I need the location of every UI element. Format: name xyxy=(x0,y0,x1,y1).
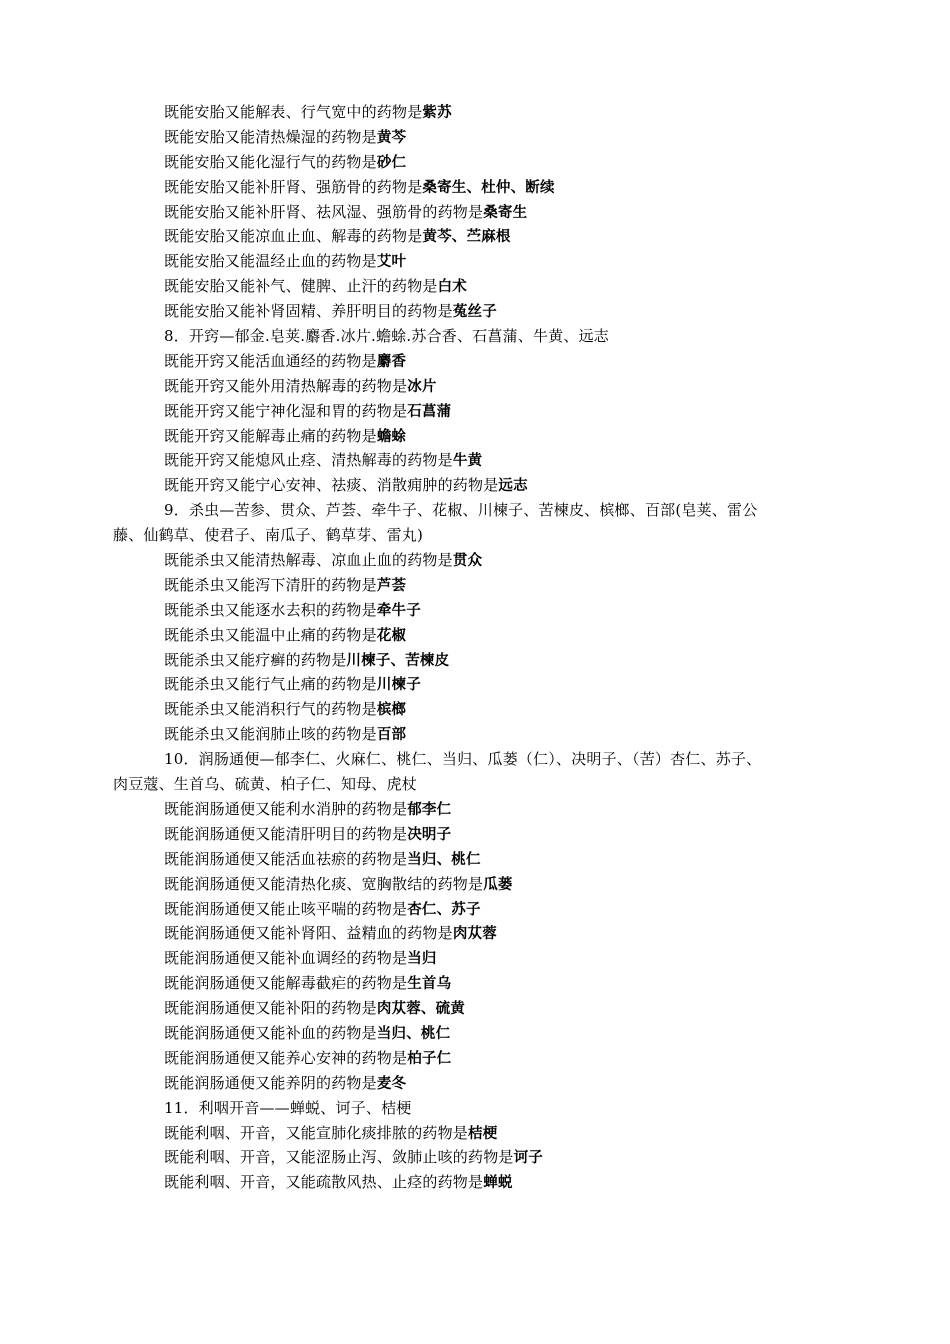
question-text: 既能利咽、开音，又能涩肠止泻、敛肺止咳的药物是 xyxy=(164,1148,514,1167)
answer-text: 蟾蜍 xyxy=(376,428,407,445)
answer-text: 当归 xyxy=(407,951,437,968)
question-text: 既能润肠通便又能补阳的药物是 xyxy=(164,999,377,1018)
answer-text: 百部 xyxy=(376,727,407,744)
answer-text: 冰片 xyxy=(407,378,437,395)
qa-line xyxy=(0,672,950,697)
qa-line xyxy=(0,573,950,598)
qa-line xyxy=(0,1145,950,1170)
question-text: 既能杀虫又能温中止痛的药物是 xyxy=(164,625,377,644)
answer-text: 牵牛子 xyxy=(376,602,421,619)
answer-text: 决明子 xyxy=(407,826,452,843)
qa-line xyxy=(0,1071,950,1096)
qa-line xyxy=(0,623,950,648)
qa-line xyxy=(0,971,950,996)
question-text: 既能杀虫又能清热解毒、凉血止血的药物是 xyxy=(164,551,453,570)
qa-line xyxy=(0,797,950,822)
question-text: 既能润肠通便又能解毒截疟的药物是 xyxy=(164,974,408,993)
answer-text: 远志 xyxy=(498,478,528,495)
qa-line xyxy=(0,125,950,150)
question-text: 既能安胎又能清热燥湿的药物是 xyxy=(164,127,377,146)
answer-text: 黄芩 xyxy=(376,129,407,146)
qa-line xyxy=(0,424,950,449)
question-text: 既能杀虫又能消积行气的药物是 xyxy=(164,700,377,719)
qa-line xyxy=(0,175,950,200)
question-text: 既能开窍又能外用清热解毒的药物是 xyxy=(164,376,408,395)
answer-text: 诃子 xyxy=(513,1150,544,1167)
qa-line xyxy=(0,1021,950,1046)
qa-line xyxy=(0,722,950,747)
answer-text: 白术 xyxy=(437,279,468,296)
question-text: 既能安胎又能补气、健脾、止汗的药物是 xyxy=(164,277,438,296)
section-heading: 11．利咽开音——蝉蜕、诃子、桔梗 xyxy=(164,1098,412,1117)
answer-text: 郁李仁 xyxy=(407,801,452,818)
question-text: 既能开窍又能宁神化湿和胃的药物是 xyxy=(164,401,408,420)
question-text: 既能润肠通便又能利水消肿的药物是 xyxy=(164,799,408,818)
question-text: 既能安胎又能补肝肾、强筋骨的药物是 xyxy=(164,177,423,196)
question-text: 既能安胎又能补肝肾、祛风湿、强筋骨的药物是 xyxy=(164,202,484,221)
question-text: 既能安胎又能温经止血的药物是 xyxy=(164,252,377,271)
qa-line xyxy=(0,473,950,498)
qa-line xyxy=(0,648,950,673)
answer-text: 肉苁蓉、硫黄 xyxy=(376,1001,466,1018)
qa-line xyxy=(0,374,950,399)
answer-text: 花椒 xyxy=(376,627,407,644)
question-text: 既能杀虫又能泻下清肝的药物是 xyxy=(164,575,377,594)
question-text: 既能开窍又能宁心安神、祛痰、消散痈肿的药物是 xyxy=(164,476,499,495)
answer-text: 牛黄 xyxy=(452,453,483,470)
answer-text: 桑寄生、杜仲、断续 xyxy=(422,179,555,196)
question-text: 既能安胎又能化湿行气的药物是 xyxy=(164,152,377,171)
qa-line xyxy=(0,399,950,424)
section-heading-continuation: 藤、仙鹤草、使君子、南瓜子、鹤草芽、雷丸) xyxy=(113,526,424,545)
question-text: 既能杀虫又能逐水去积的药物是 xyxy=(164,600,377,619)
qa-line xyxy=(0,150,950,175)
question-text: 既能利咽、开音，又能疏散风热、止痉的药物是 xyxy=(164,1173,484,1192)
question-text: 既能润肠通便又能补血调经的药物是 xyxy=(164,949,408,968)
answer-text: 生首乌 xyxy=(407,976,452,993)
qa-line xyxy=(0,249,950,274)
answer-text: 瓜蒌 xyxy=(483,876,513,893)
section-heading: 9．杀虫—苦参、贯众、芦荟、牵牛子、花椒、川楝子、苦楝皮、槟榔、百部(皂荚、雷公 xyxy=(164,501,758,520)
question-text: 既能润肠通便又能止咳平喘的药物是 xyxy=(164,899,408,918)
answer-text: 贯众 xyxy=(452,553,483,570)
qa-line xyxy=(0,822,950,847)
answer-text: 当归、桃仁 xyxy=(407,851,481,868)
answer-text: 肉苁蓉 xyxy=(452,926,497,943)
qa-line xyxy=(0,299,950,324)
answer-text: 桔梗 xyxy=(468,1125,498,1142)
answer-text: 石菖蒲 xyxy=(407,403,452,420)
answer-text: 麦冬 xyxy=(376,1075,407,1092)
section-heading: 8．开窍—郁金.皂荚.麝香.冰片.蟾蜍.苏合香、石菖蒲、牛黄、远志 xyxy=(164,327,609,346)
question-text: 既能杀虫又能疗癣的药物是 xyxy=(164,650,347,669)
qa-line xyxy=(0,1046,950,1071)
qa-line xyxy=(0,1170,950,1195)
section-heading-continuation: 肉豆蔻、生首乌、硫黄、柏子仁、知母、虎杖 xyxy=(113,775,418,794)
qa-line xyxy=(0,872,950,897)
answer-text: 桑寄生 xyxy=(483,204,528,221)
qa-line xyxy=(0,697,950,722)
answer-text: 艾叶 xyxy=(376,254,407,271)
answer-text: 川楝子、苦楝皮 xyxy=(346,652,450,669)
answer-text: 蝉蜕 xyxy=(483,1175,513,1192)
answer-text: 黄芩、苎麻根 xyxy=(422,229,511,246)
answer-text: 当归、桃仁 xyxy=(376,1025,451,1042)
answer-text: 杏仁、苏子 xyxy=(407,901,481,918)
answer-text: 柏子仁 xyxy=(407,1050,452,1067)
answer-text: 川楝子 xyxy=(376,677,421,694)
question-text: 既能杀虫又能润肺止咳的药物是 xyxy=(164,725,377,744)
answer-text: 芦荟 xyxy=(376,577,407,594)
question-text: 既能开窍又能熄风止痉、清热解毒的药物是 xyxy=(164,451,453,470)
qa-line xyxy=(0,548,950,573)
question-text: 既能润肠通便又能补血的药物是 xyxy=(164,1023,377,1042)
qa-line xyxy=(0,897,950,922)
question-text: 既能润肠通便又能养心安神的药物是 xyxy=(164,1048,408,1067)
question-text: 既能润肠通便又能补肾阳、益精血的药物是 xyxy=(164,924,453,943)
qa-line xyxy=(0,200,950,225)
qa-line xyxy=(0,946,950,971)
question-text: 既能利咽、开音，又能宣肺化痰排脓的药物是 xyxy=(164,1123,469,1142)
question-text: 既能开窍又能解毒止痛的药物是 xyxy=(164,426,377,445)
answer-text: 紫苏 xyxy=(422,105,452,121)
question-text: 既能润肠通便又能清热化痰、宽胸散结的药物是 xyxy=(164,874,484,893)
qa-line xyxy=(0,921,950,946)
document-body xyxy=(0,100,950,1195)
qa-line xyxy=(0,100,950,125)
qa-line xyxy=(0,1121,950,1146)
qa-line xyxy=(0,996,950,1021)
section-heading: 10．润肠通便—郁李仁、火麻仁、桃仁、当归、瓜蒌（仁）、决明子、（苦）杏仁、苏子、 xyxy=(164,750,762,769)
question-text: 既能安胎又能补肾固精、养肝明目的药物是 xyxy=(164,302,453,321)
question-text: 既能润肠通便又能清肝明目的药物是 xyxy=(164,824,408,843)
qa-line xyxy=(0,349,950,374)
answer-text: 砂仁 xyxy=(376,154,407,171)
question-text: 既能润肠通便又能活血祛瘀的药物是 xyxy=(164,849,408,868)
question-text: 既能开窍又能活血通经的药物是 xyxy=(164,351,377,370)
qa-line xyxy=(0,448,950,473)
answer-text: 菟丝子 xyxy=(452,304,497,321)
question-text: 既能润肠通便又能养阴的药物是 xyxy=(164,1073,377,1092)
question-text: 既能杀虫又能行气止痛的药物是 xyxy=(164,675,377,694)
qa-line xyxy=(0,847,950,872)
answer-text: 槟榔 xyxy=(376,702,407,719)
qa-line xyxy=(0,224,950,249)
question-text: 既能安胎又能凉血止血、解毒的药物是 xyxy=(164,227,423,246)
qa-line xyxy=(0,274,950,299)
qa-line xyxy=(0,598,950,623)
question-text: 既能安胎又能解表、行气宽中的药物是 xyxy=(164,103,423,121)
answer-text: 麝香 xyxy=(376,353,407,370)
